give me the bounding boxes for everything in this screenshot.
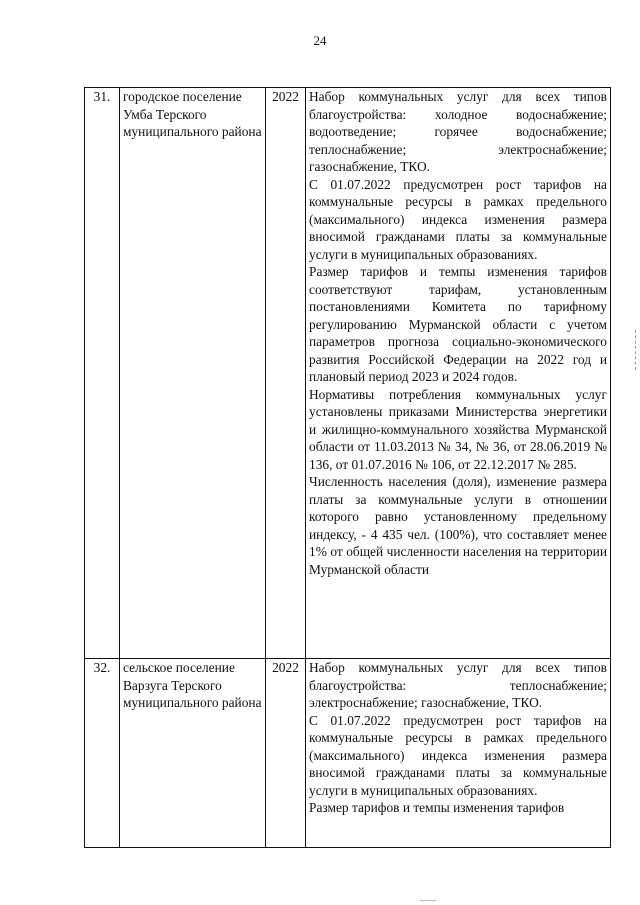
row-year: 2022 [266, 659, 306, 848]
description-paragraph: Размер тарифов и темпы изменения тарифов соответствуют тарифам, установленным постановлениями Комитета по тарифному регулированию Мурманской области с учетом параметров прогноза социально-экономического развития Российской Федерации на 2022 год и плановый период 2023 и 2024 годов. [309, 264, 607, 384]
description-paragraph: Набор коммунальных услуг для всех типов благоустройства: теплоснабжение; электроснабжение; газоснабжение, ТКО. [309, 660, 607, 710]
municipality-name: городское поселение Умба Терского муниципального района [120, 88, 266, 659]
row-number: 31. [85, 88, 120, 659]
description-paragraph: С 01.07.2022 предусмотрен рост тарифов на коммунальные ресурсы в рамках предельного (максимального) индекса изменения размера вносимой гражданами платы за коммунальные услуги в муниципальных образованиях. [309, 712, 607, 798]
row-year: 2022 [266, 88, 306, 659]
description-paragraph: Размер тарифов и темпы изменения тарифов [309, 800, 565, 815]
description-paragraph: Нормативы потребления коммунальных услуг установлены приказами Министерства энергетики и жилищно-коммунального хозяйства Мурманской области от 11.03.2013 № 34, № 36, от 28.06.2019 № 136, от 01.07.2016 № 106, от 22.12.2017 № 285. [309, 386, 607, 472]
page-number: 24 [313, 33, 327, 48]
description-cell [306, 659, 611, 848]
description-paragraph: Численность населения (доля), изменение размера платы за коммунальные услуги в отношении которого равно установленному предельному индексу, - 4 435 чел. (100%), что составляет менее 1% от общей численности населения на территории Мурманской области [309, 474, 607, 577]
scan-footer-mark [420, 900, 436, 901]
tariff-table [84, 87, 611, 848]
row-number: 32. [85, 659, 120, 848]
description-paragraph: С 01.07.2022 предусмотрен рост тарифов на коммунальные ресурсы в рамках предельного (максимального) индекса изменения размера вносимой гражданами платы за коммунальные услуги в муниципальных образованиях. [309, 176, 607, 262]
description-cell [306, 88, 611, 659]
description-paragraph: Набор коммунальных услуг для всех типов благоустройства: холодное водоснабжение; водоотведение; горячее водоснабжение; теплоснабжение; электроснабжение; газоснабжение, ТКО. [309, 89, 607, 174]
table-row [85, 659, 611, 848]
table-row [85, 88, 611, 659]
municipality-name: сельское поселение Варзуга Терского муниципального района [120, 659, 266, 848]
scan-margin-mark [635, 330, 637, 370]
